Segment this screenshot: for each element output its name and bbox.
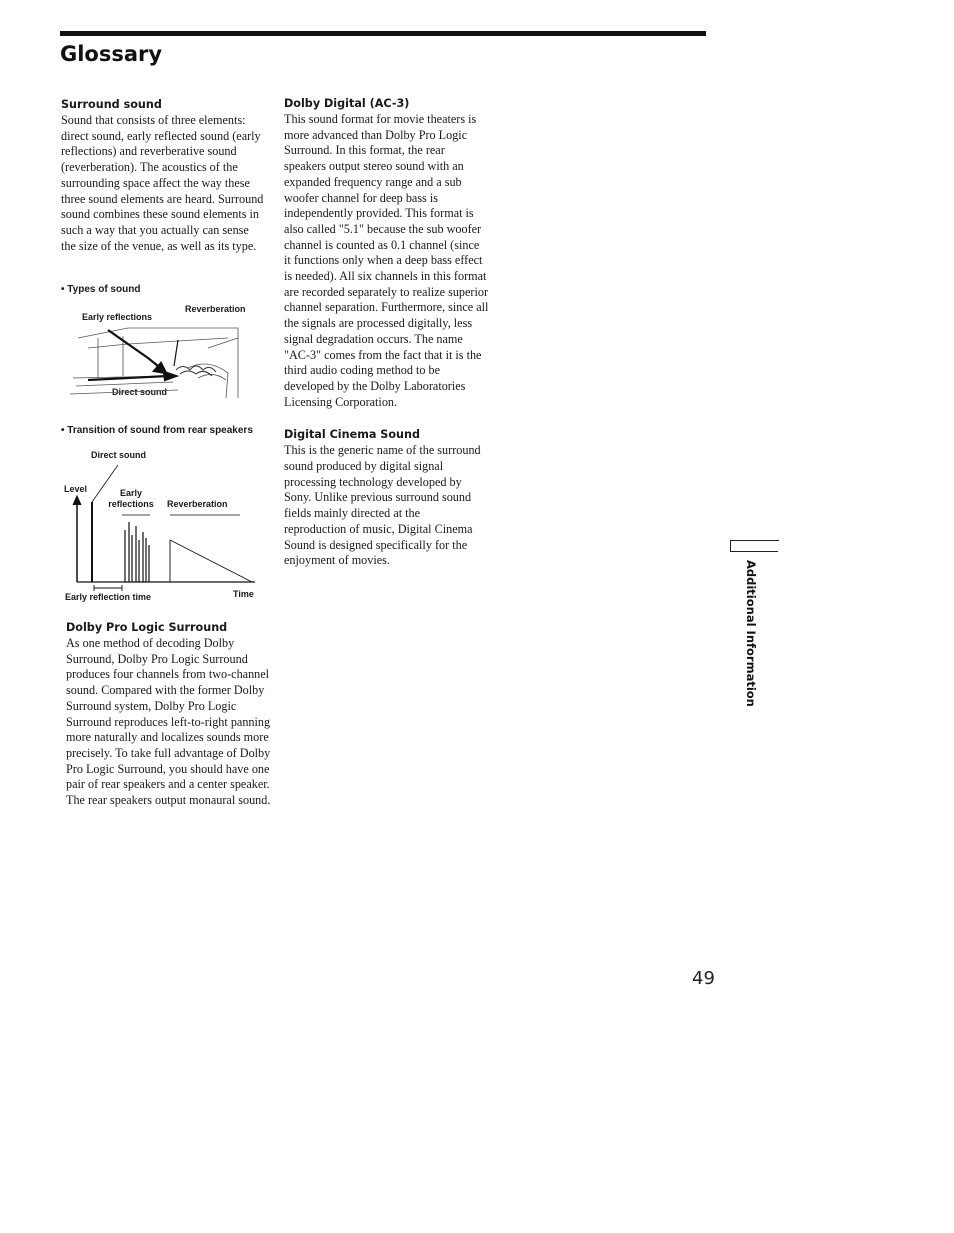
- definition-dolby-digital: This sound format for movie theaters is more advanced than Dolby Pro Logic Surround. In this format, the rear speakers output stereo sound with an expanded frequency range and a sub woofer channel for deep bass is independently provided. This format is also called "5.1" because the sub woofer channel is counted as 0.1 channel (since it functions only when a deep bass effect is needed). All six channels in this format are recorded separately to realize superior channel separation. Furthermore, since all the signals are processed digitally, less signal degradation occurs. The name "AC-3" comes from the fact that it is the third audio coding method to be developed by the Dolby Laboratories Licensing Corporation.: [284, 112, 489, 409]
- level-time-graph: [60, 460, 260, 595]
- term-dolby-digital: Dolby Digital (AC-3): [284, 97, 410, 110]
- label-early-reflections: Early reflections: [82, 312, 153, 322]
- term-dolby-pro-logic: Dolby Pro Logic Surround: [66, 621, 228, 634]
- page-number: 49: [692, 968, 715, 989]
- term-surround-sound: Surround sound: [61, 98, 162, 111]
- definition-digital-cinema-sound: This is the generic name of the surround sound produced by digital signal processing technology developed by Sony. Unlike previous surround sound fields mainly directed at the reproduction of music, Digital Cinema Sound is designed specifically for the enjoyment of movies.: [284, 443, 481, 568]
- figure-transition-caption: • Transition of sound from rear speakers: [61, 425, 253, 436]
- room-illustration: [68, 318, 248, 413]
- label-early-reflection-time: Early reflection time: [65, 592, 152, 602]
- label-direct-sound-2: Direct sound: [91, 450, 147, 460]
- term-digital-cinema-sound: Digital Cinema Sound: [284, 428, 420, 442]
- label-reverberation: Reverberation: [185, 304, 246, 314]
- figure-types-of-sound-caption: • Types of sound: [61, 284, 141, 295]
- page-title: Glossary: [60, 42, 163, 66]
- definition-dolby-pro-logic: As one method of decoding Dolby Surround, Dolby Pro Logic Surround produces four channels from two-channel sound. Compared with the former Dolby Surround system, Dolby Pro Logic Surround reproduces left-to-right panning more naturally and localizes sounds more precisely. To take full advantage of Dolby Pro Logic Surround, you should have one pair of rear speakers and a center speaker. The rear speakers output monaural sound.: [66, 636, 271, 808]
- label-level: Level: [64, 484, 88, 494]
- entry-surround-sound: [61, 97, 266, 254]
- label-direct-sound: Direct sound: [112, 387, 168, 397]
- entry-dolby-digital: [284, 96, 489, 569]
- side-tab-label: Additional Information: [744, 560, 758, 707]
- label-early-reflections-2: Early reflections: [108, 488, 154, 509]
- side-tab-bracket: [730, 540, 779, 551]
- top-rule: [60, 31, 706, 36]
- label-time: Time: [233, 589, 254, 599]
- definition-surround-sound: Sound that consists of three elements: direct sound, early reflected sound (early reflections) and reverberative sound (reverberation). The acoustics of the surrounding space affect the way these three sound elements are heard. Surround sound combines these sound elements in such a way that you actually can sense the size of the venue, as well as its type.: [61, 113, 264, 253]
- side-tab-rule: [730, 551, 778, 552]
- label-reverberation-2: Reverberation: [167, 499, 228, 509]
